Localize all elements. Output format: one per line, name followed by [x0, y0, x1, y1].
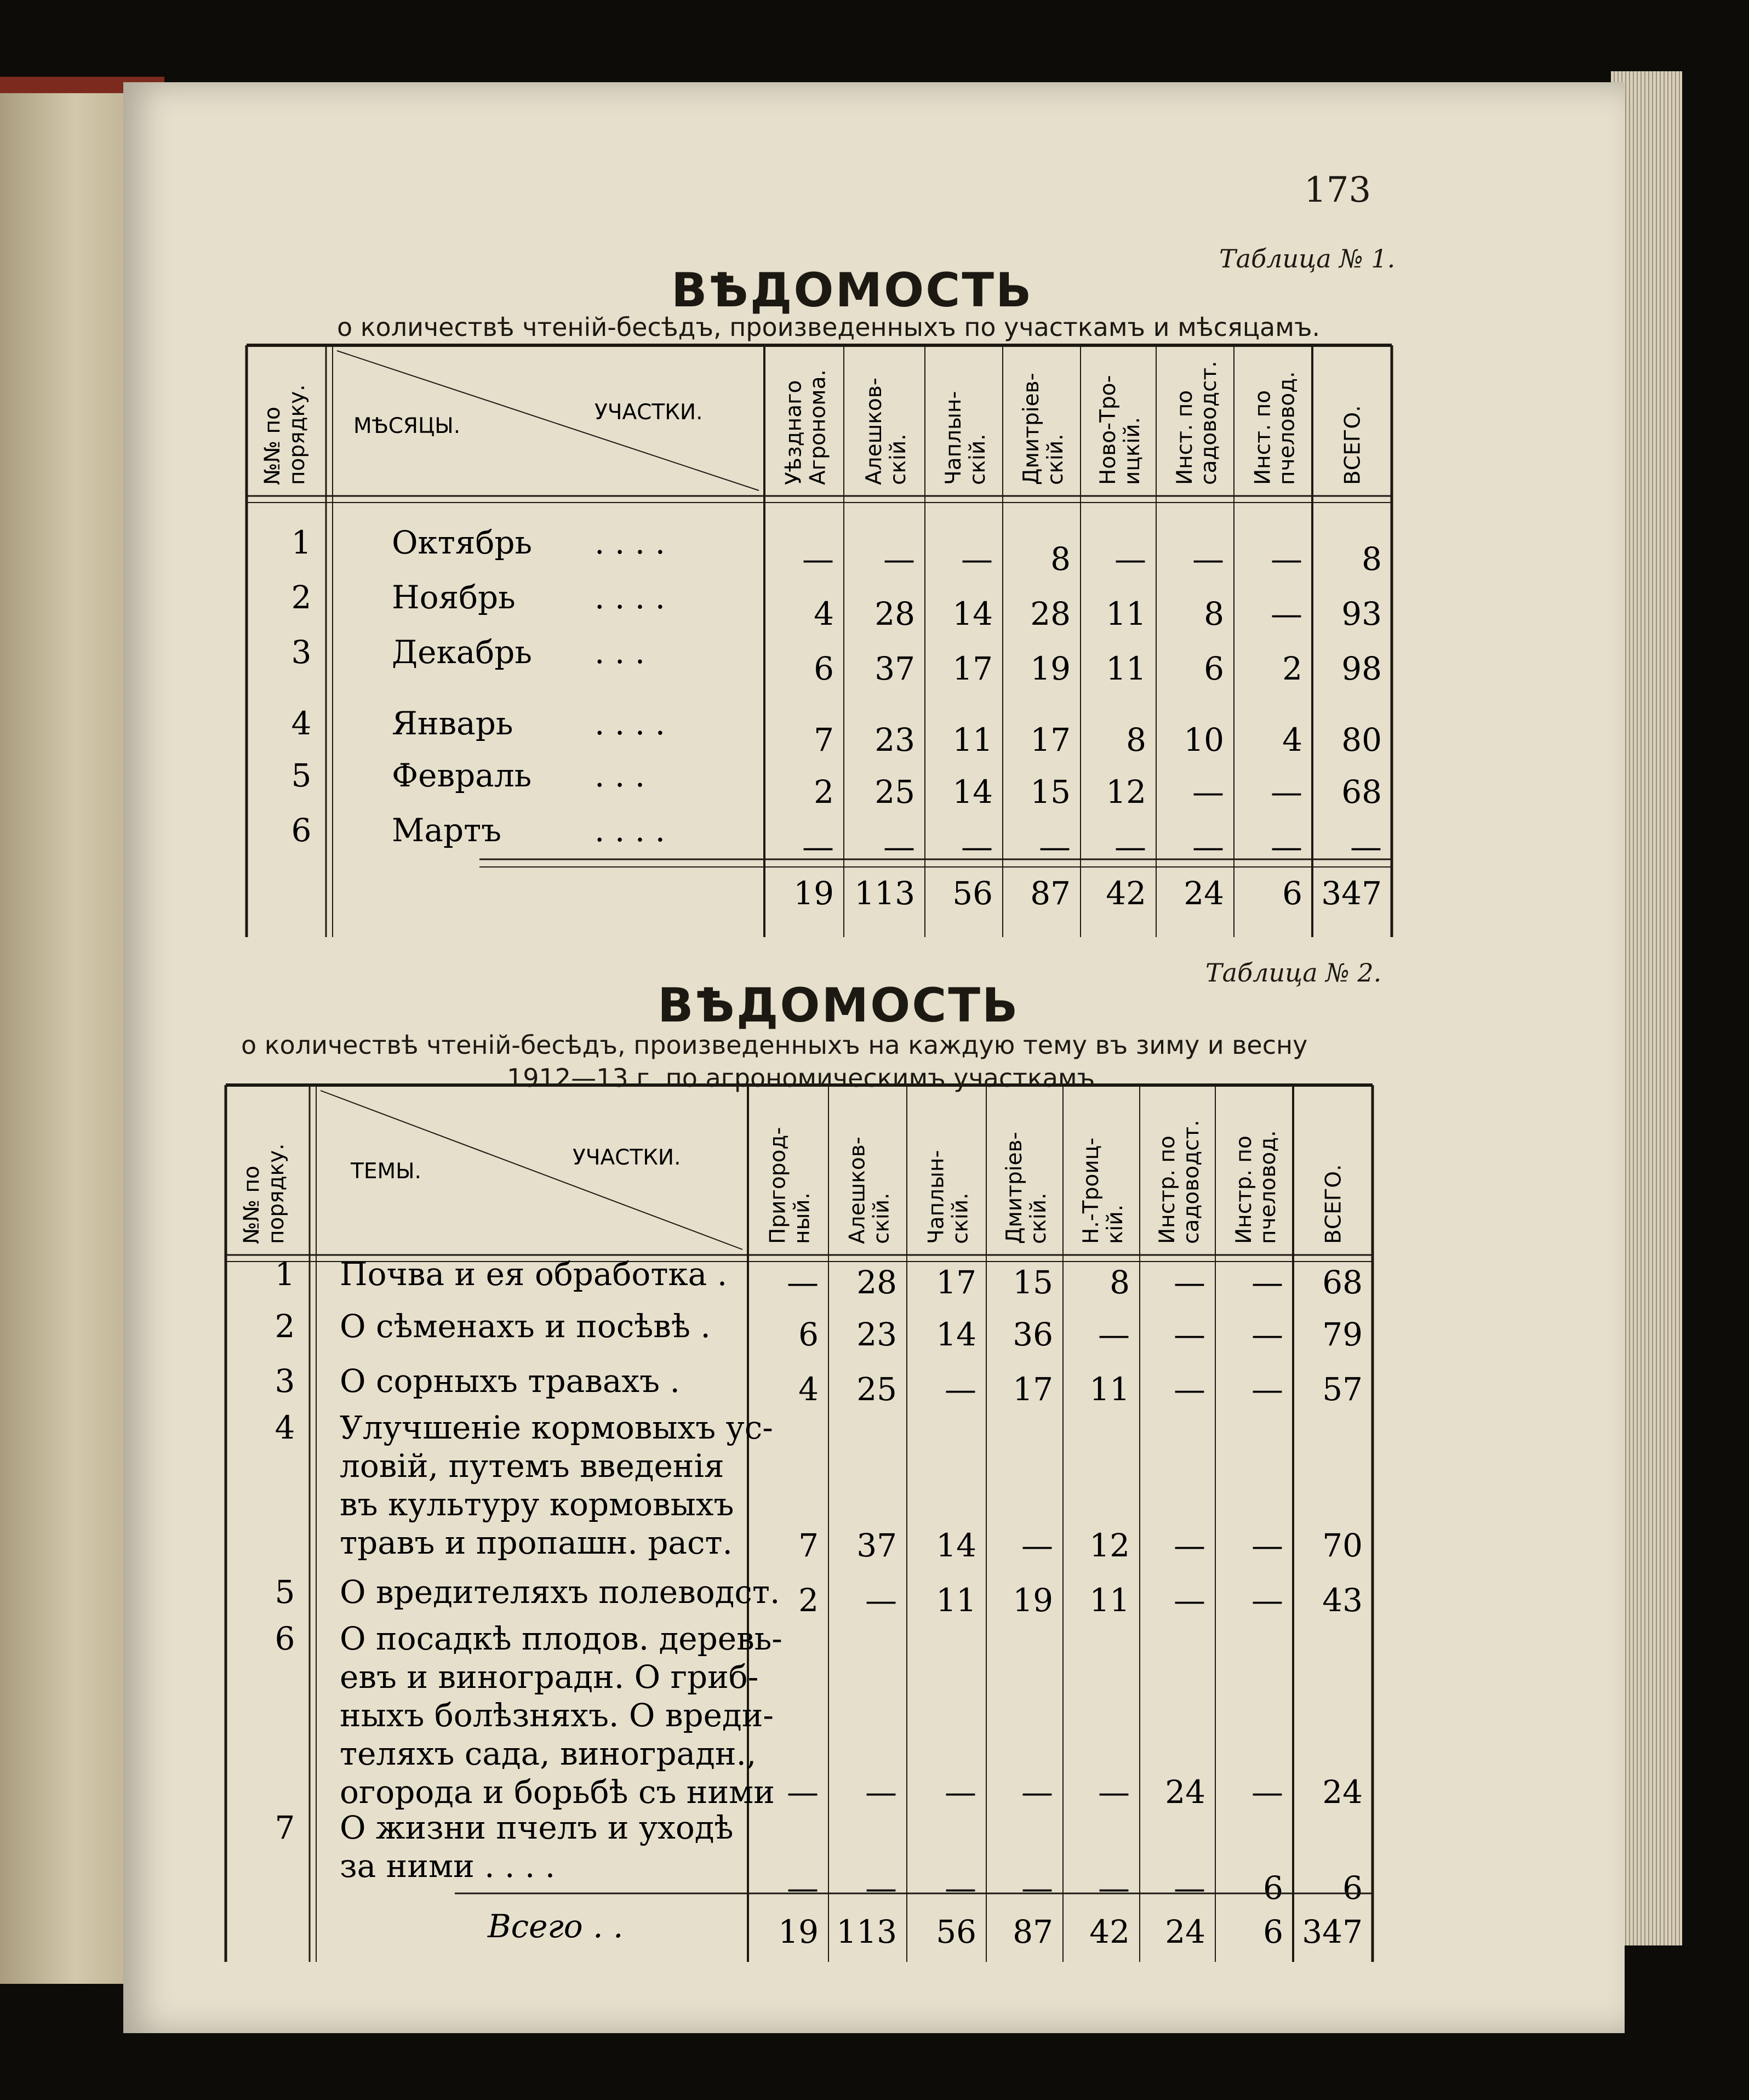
table2-total-value: 56	[936, 1913, 976, 1950]
table2-cell-value: 14	[936, 1316, 976, 1353]
table2-cell-value: 15	[1013, 1264, 1053, 1301]
table2-cell-value: —	[1098, 1773, 1130, 1811]
table1-cell-value: —	[961, 540, 993, 578]
table2-topic-line: въ культуру кормовыхъ	[340, 1486, 734, 1523]
table2-cell-value: 70	[1322, 1527, 1363, 1564]
table2-cell-value: —	[865, 1582, 897, 1619]
table1-cell-value: 11	[1106, 650, 1146, 687]
table2-cell-value: 8	[1110, 1264, 1130, 1301]
table2-col-header-line1: Инстр. по	[1155, 1135, 1180, 1244]
table2-total-value: 347	[1302, 1913, 1363, 1950]
table1-cell-value: —	[1271, 540, 1302, 578]
table1-total-value: 87	[1030, 875, 1071, 912]
table2-topic-line: теляхъ сада, виноградн.,	[340, 1735, 757, 1772]
table2-col-header-line2: скiй.	[869, 1192, 894, 1244]
table1-total-value: 347	[1321, 875, 1382, 912]
table2-cell-value: —	[1251, 1773, 1283, 1811]
table2-cell-value: —	[1251, 1582, 1283, 1619]
table2-no-header-line2: порядку.	[264, 1143, 289, 1244]
table1-col-header-line1: Инст. по	[1173, 390, 1197, 485]
table1-cell-value: 8	[1126, 721, 1146, 758]
table1-col-header-line2: садоводст.	[1197, 361, 1221, 485]
table2-topic-line: ловiй, путемъ введенiя	[340, 1447, 724, 1485]
table2-total-value: 113	[836, 1913, 897, 1950]
table1-label: Таблица № 1.	[1219, 244, 1396, 273]
table1-cell-value: 4	[1282, 721, 1302, 758]
table1-cell-value: 8	[1362, 540, 1382, 578]
table1-subtitle: о количествѣ чтенiй-бесѣдъ, произведенныхъ по участкамъ и мѣсяцамъ.	[337, 312, 1321, 342]
table1-row-number: 6	[291, 812, 312, 849]
table1-cell-value: 7	[814, 721, 834, 758]
table1-cell-value: 98	[1341, 650, 1382, 687]
table2-cell-value: —	[865, 1773, 897, 1811]
table1-cell-value: 28	[1030, 595, 1071, 632]
table2-cell-value: —	[1174, 1264, 1205, 1301]
table1-cell-value: 68	[1341, 773, 1382, 811]
table1-header-right: УЧАСТКИ.	[595, 400, 703, 425]
table2-total-value: 19	[778, 1913, 819, 1950]
table2-cell-value: —	[1021, 1527, 1053, 1564]
table2-cell-value: —	[1251, 1316, 1283, 1353]
table2-cell-value: 28	[856, 1264, 897, 1301]
table1-month-name: Февраль	[392, 757, 532, 794]
table2-no-header-line1: №№ по	[239, 1166, 264, 1244]
table2-col-header-line1: Алешков-	[845, 1137, 870, 1244]
table2-topic-line: Почва и ея обработка .	[340, 1256, 728, 1293]
table2-cell-value: —	[865, 1869, 897, 1907]
table1-cell-value: 2	[814, 773, 834, 811]
table2-topic-line: евъ и виноградн. О гриб-	[340, 1658, 759, 1696]
table2-cell-value: 6	[1342, 1869, 1363, 1907]
table1-cell-value: —	[1271, 773, 1302, 811]
table1-col-header-line2: Агронома.	[805, 369, 831, 485]
table1-month-name: Декабрь	[392, 634, 532, 671]
table2-row-number: 2	[275, 1308, 295, 1345]
table1-cell-value: 19	[1030, 650, 1071, 687]
table2-cell-value: 7	[798, 1527, 819, 1564]
table1-col-header-line1: Алешков-	[862, 378, 887, 485]
table1-month-name: Октябрь	[392, 524, 533, 561]
table2-cell-value: —	[787, 1869, 819, 1907]
table2-cell-value: 11	[1089, 1371, 1130, 1408]
table1-cell-value: 15	[1030, 773, 1071, 811]
table2-cell-value: —	[1174, 1316, 1205, 1353]
table1-col-header-line2: скiй.	[886, 433, 911, 485]
table1-col-header-line1: Чаплын-	[941, 391, 966, 485]
table1-header-left: МѢСЯЦЫ.	[353, 414, 461, 438]
table2-cell-value: 17	[1013, 1371, 1053, 1408]
table1-cell-value: 93	[1341, 595, 1382, 632]
table2-total-value: 87	[1013, 1913, 1053, 1950]
table1-cell-value: 17	[952, 650, 993, 687]
table1-cell-value: —	[802, 828, 834, 865]
table1-cell-value: 8	[1050, 540, 1071, 578]
table1-cell-value: 11	[1106, 595, 1146, 632]
table2-cell-value: 68	[1322, 1264, 1363, 1301]
table1-col-header: ВСЕГО.	[1340, 405, 1365, 485]
table1-leader-dots: . . .	[595, 757, 645, 794]
table2-cell-value: 25	[856, 1371, 897, 1408]
table2-col-header-line2: скiй.	[1026, 1192, 1051, 1244]
table1-cell-value: —	[1192, 540, 1224, 578]
table2-cell-value: —	[1098, 1316, 1130, 1353]
table2-cell-value: 4	[798, 1371, 819, 1408]
table1-leader-dots: . . . .	[595, 812, 666, 849]
table1-month-name: Ноябрь	[392, 579, 516, 616]
table1-cell-value: 37	[875, 650, 915, 687]
table2-cell-value: 6	[798, 1316, 819, 1353]
table1-row-number: 5	[291, 757, 312, 794]
table2-col-header-line1: Инстр. по	[1232, 1135, 1256, 1244]
table1-total-value: 113	[854, 875, 915, 912]
table1-cell-value: 4	[814, 595, 834, 632]
table1-cell-value: 80	[1341, 721, 1382, 758]
table2-cell-value: —	[1174, 1371, 1205, 1408]
table1-row-number: 1	[291, 524, 312, 561]
table1-no-header-line1: №№ по	[260, 407, 285, 485]
table2-topic-line: О жизни пчелъ и уходѣ	[340, 1809, 734, 1846]
table1-cell-value: —	[1192, 773, 1224, 811]
table2-cell-value: —	[1251, 1371, 1283, 1408]
table2-header-right: УЧАСТКИ.	[573, 1145, 681, 1170]
table2-cell-value: —	[1251, 1527, 1283, 1564]
table1-col-header-line1: Уѣзднаго	[781, 380, 807, 485]
table1-total-value: 6	[1282, 875, 1302, 912]
table2-cell-value: 23	[856, 1316, 897, 1353]
table2-cell-value: —	[1021, 1773, 1053, 1811]
table1-cell-value: 25	[875, 773, 915, 811]
page-number: 173	[1304, 170, 1371, 210]
table2-topic-line: травъ и пропашн. раст.	[340, 1524, 733, 1561]
table2-cell-value: —	[1098, 1869, 1130, 1907]
table2-cell-value: 11	[1089, 1582, 1130, 1619]
table2-cell-value: —	[787, 1264, 819, 1301]
table1-col-header-line2: скiй.	[1043, 433, 1068, 485]
table2-cell-value: —	[1251, 1264, 1283, 1301]
table1-no-header-line2: порядку.	[285, 384, 310, 485]
table1-cell-value: —	[883, 828, 915, 865]
table2-topic-line: О сѣменахъ и посѣвѣ .	[340, 1308, 711, 1345]
table2-cell-value: 24	[1322, 1773, 1363, 1811]
table1-col-header-line2: скiй.	[965, 433, 990, 485]
table2-row-number: 4	[275, 1409, 295, 1446]
table2-col-header-line1: Чаплын-	[924, 1150, 949, 1244]
table2-cell-value: 14	[936, 1527, 976, 1564]
table1-cell-value: —	[1114, 828, 1146, 865]
table1-row-number: 4	[291, 705, 312, 742]
table1-total-value: 42	[1106, 875, 1146, 912]
table2-cell-value: 24	[1165, 1773, 1205, 1811]
table2-cell-value: 37	[856, 1527, 897, 1564]
table2-cell-value: —	[1174, 1527, 1205, 1564]
table1-cell-value: 12	[1106, 773, 1146, 811]
table1-col-header-line1: Ново-Тро-	[1096, 375, 1121, 485]
table1-cell-value: —	[1114, 540, 1146, 578]
table2-topic-line: огорода и борьбѣ съ ними	[340, 1773, 775, 1811]
table2-total-value: 24	[1165, 1913, 1205, 1950]
table2-cell-value: —	[945, 1371, 976, 1408]
table2-col-header-line2: пчеловод.	[1256, 1130, 1281, 1244]
table1-cell-value: 28	[875, 595, 915, 632]
table1-cell-value: —	[1039, 828, 1071, 865]
table1-cell-value: 8	[1204, 595, 1224, 632]
table1-col-header-line2: пчеловод.	[1274, 371, 1300, 485]
table1-cell-value: —	[1192, 828, 1224, 865]
table2-row-number: 7	[275, 1809, 295, 1846]
table2-topic-line: О вредителяхъ полеводст.	[340, 1573, 780, 1611]
table2-cell-value: 17	[936, 1264, 976, 1301]
table1-total-value: 19	[793, 875, 834, 912]
table1-cell-value: 14	[952, 773, 993, 811]
table2-col-header-line2: скiй.	[948, 1192, 973, 1244]
table1-total-value: 56	[952, 875, 993, 912]
table2-topic-line: за ними . . . .	[340, 1847, 556, 1885]
table1-total-value: 24	[1184, 875, 1224, 912]
table2-header-left: ТЕМЫ.	[351, 1159, 421, 1184]
table1-cell-value: 11	[952, 721, 993, 758]
table1-cell-value: —	[1350, 828, 1382, 865]
table2-cell-value: 43	[1322, 1582, 1363, 1619]
table2-row-number: 3	[275, 1362, 295, 1400]
table2-topic-line: О сорныхъ травахъ .	[340, 1362, 680, 1400]
table1-row-number: 3	[291, 634, 312, 671]
table1-cell-value: —	[1271, 595, 1302, 632]
table1	[247, 345, 1392, 937]
table1-col-header-line1: Инст. по	[1250, 390, 1276, 485]
table2-subtitle-line1: о количествѣ чтенiй-бесѣдъ, произведенныхъ на каждую тему въ зиму и весну	[241, 1030, 1308, 1060]
table2-cell-value: 79	[1322, 1316, 1363, 1353]
table2-cell-value: 11	[936, 1582, 976, 1619]
table1-cell-value: —	[802, 540, 834, 578]
table1-cell-value: 10	[1184, 721, 1224, 758]
table1-leader-dots: . . . .	[595, 579, 666, 616]
table2-label: Таблица № 2.	[1205, 958, 1382, 988]
table2-title: ВѢДОМОСТЬ	[658, 978, 1020, 1033]
table1-cell-value: 6	[1204, 650, 1224, 687]
table2	[226, 1085, 1373, 1962]
table2-cell-value: —	[945, 1869, 976, 1907]
table2-total-value: 6	[1263, 1913, 1283, 1950]
table2-col-header-line1: Дмитрiев-	[1002, 1132, 1027, 1244]
table2-cell-value: 12	[1089, 1527, 1130, 1564]
table2-cell-value: —	[945, 1773, 976, 1811]
table1-col-header-line2: ицкiй.	[1120, 416, 1145, 485]
table2-cell-value: 19	[1013, 1582, 1053, 1619]
table2-row-number: 1	[275, 1256, 295, 1293]
table2-row-number: 6	[275, 1620, 295, 1657]
table2-col-header-line1: Пригород-	[765, 1127, 791, 1244]
table1-cell-value: 2	[1282, 650, 1302, 687]
table1-month-name: Мартъ	[392, 812, 502, 849]
table2-col-header-line1: Н.-Троиц-	[1079, 1137, 1104, 1244]
table2-total-label: Всего . .	[488, 1908, 624, 1945]
table2-cell-value: 6	[1263, 1869, 1283, 1907]
table1-cell-value: —	[961, 828, 993, 865]
table1-cell-value: 14	[952, 595, 993, 632]
table1-leader-dots: . . .	[595, 634, 645, 671]
table1-cell-value: —	[1271, 828, 1302, 865]
table1-title: ВѢДОМОСТЬ	[671, 263, 1033, 318]
table2-cell-value: —	[1174, 1869, 1205, 1907]
table2-cell-value: 2	[798, 1582, 819, 1619]
table2-cell-value: —	[1174, 1582, 1205, 1619]
table1-month-name: Январь	[392, 705, 513, 742]
table2-cell-value: 36	[1013, 1316, 1053, 1353]
table2-col-header-line2: садоводст.	[1179, 1120, 1204, 1244]
table1-leader-dots: . . . .	[595, 705, 666, 742]
table2-col-header: ВСЕГО.	[1321, 1164, 1346, 1244]
table2-cell-value: —	[1021, 1869, 1053, 1907]
table2-cell-value: —	[787, 1773, 819, 1811]
table2-col-header-line2: ный.	[790, 1192, 815, 1244]
table1-cell-value: —	[883, 540, 915, 578]
table2-subtitle-line2: 1912—13 г. по агрономическимъ участкамъ.	[507, 1063, 1103, 1093]
table2-row-number: 5	[275, 1573, 295, 1611]
table1-cell-value: 6	[814, 650, 834, 687]
table1-row-number: 2	[291, 579, 312, 616]
table1-leader-dots: . . . .	[595, 524, 666, 561]
table1-cell-value: 23	[875, 721, 915, 758]
table2-topic-line: Улучшенiе кормовыхъ ус-	[340, 1409, 773, 1446]
table2-topic-line: ныхъ болѣзняхъ. О вреди-	[340, 1697, 774, 1734]
table2-cell-value: 57	[1322, 1371, 1363, 1408]
table1-cell-value: 17	[1030, 721, 1071, 758]
table2-total-value: 42	[1089, 1913, 1130, 1950]
table2-col-header-line2: кiй.	[1103, 1204, 1128, 1244]
table2-topic-line: О посадкѣ плодов. деревь-	[340, 1620, 782, 1657]
table1-col-header-line1: Дмитрiев-	[1019, 373, 1044, 485]
